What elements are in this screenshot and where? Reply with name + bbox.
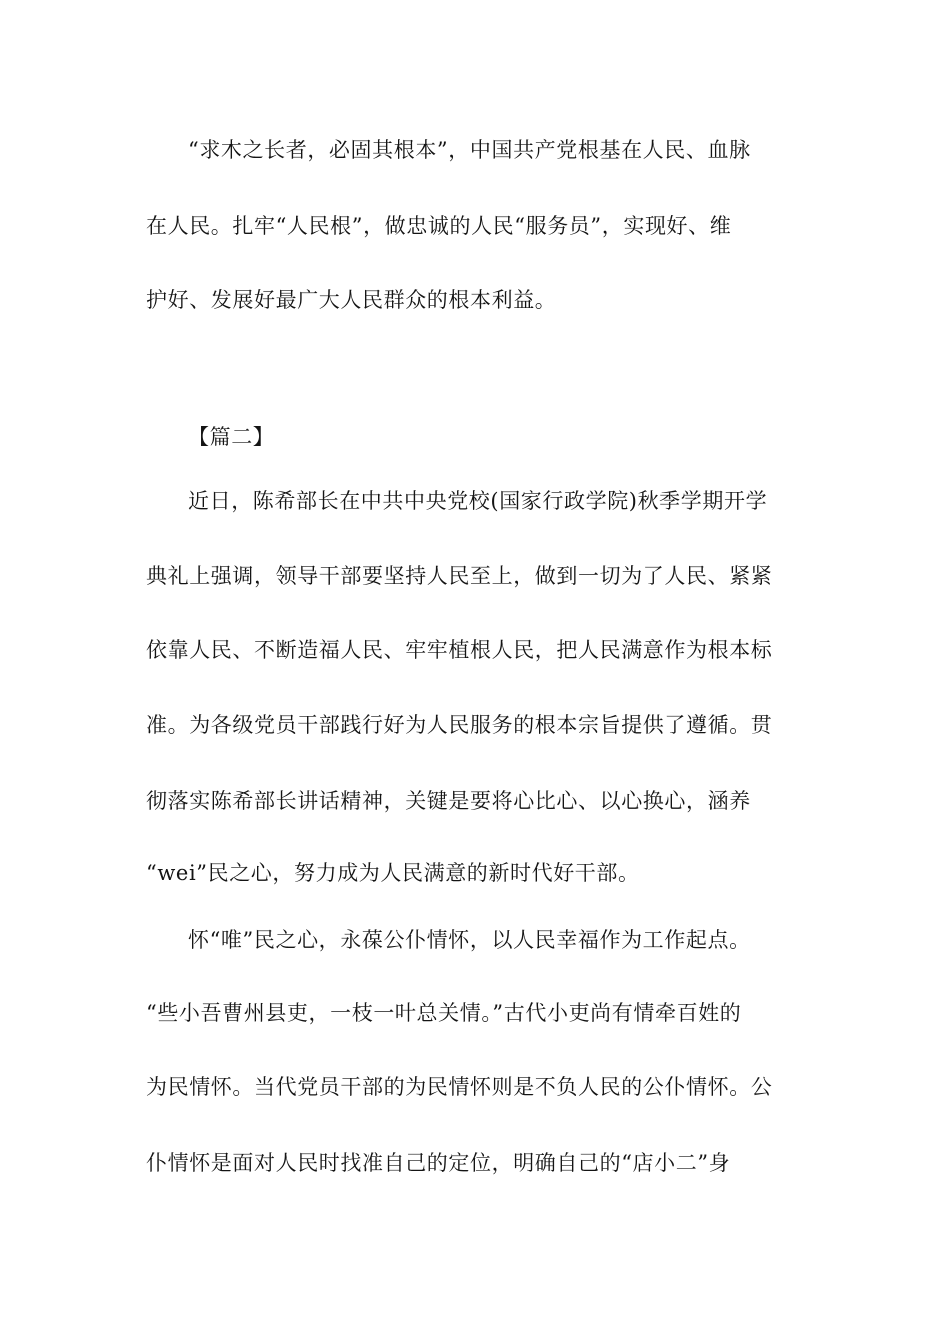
paragraph-3-line-4: 仆情怀是面对人民时找准自己的定位，明确自己的“店小二”身 — [146, 1151, 731, 1175]
paragraph-2-line-6: “wei”民之心，努力成为人民满意的新时代好干部。 — [146, 861, 640, 885]
paragraph-3-line-3: 为民情怀。当代党员干部的为民情怀则是不负人民的公仆情怀。公 — [146, 1075, 773, 1099]
section-heading: 【篇二】 — [188, 425, 275, 449]
paragraph-2-line-3: 依靠人民、不断造福人民、牢牢植根人民，把人民满意作为根本标 — [146, 638, 773, 662]
paragraph-3-line-2: “些小吾曹州县吏，一枝一叶总关情。”古代小吏尚有情牵百姓的 — [146, 1001, 742, 1025]
paragraph-2-line-4: 准。为各级党员干部践行好为人民服务的根本宗旨提供了遵循。贯 — [146, 713, 773, 737]
paragraph-1-line-3: 护好、发展好最广大人民群众的根本利益。 — [146, 288, 557, 312]
paragraph-2-line-1: 近日，陈希部长在中共中央党校(国家行政学院)秋季学期开学 — [188, 489, 768, 513]
paragraph-1-line-1: “求木之长者，必固其根本”，中国共产党根基在人民、血脉 — [188, 138, 751, 162]
paragraph-1-line-2: 在人民。扎牢“人民根”，做忠诚的人民“服务员”，实现好、维 — [146, 214, 732, 238]
paragraph-2-line-2: 典礼上强调，领导干部要坚持人民至上，做到一切为了人民、紧紧 — [146, 564, 773, 588]
paragraph-2-line-5: 彻落实陈希部长讲话精神，关键是要将心比心、以心换心，涵养 — [146, 789, 751, 813]
paragraph-3-line-1: 怀“唯”民之心，永葆公仆情怀，以人民幸福作为工作起点。 — [188, 928, 751, 952]
